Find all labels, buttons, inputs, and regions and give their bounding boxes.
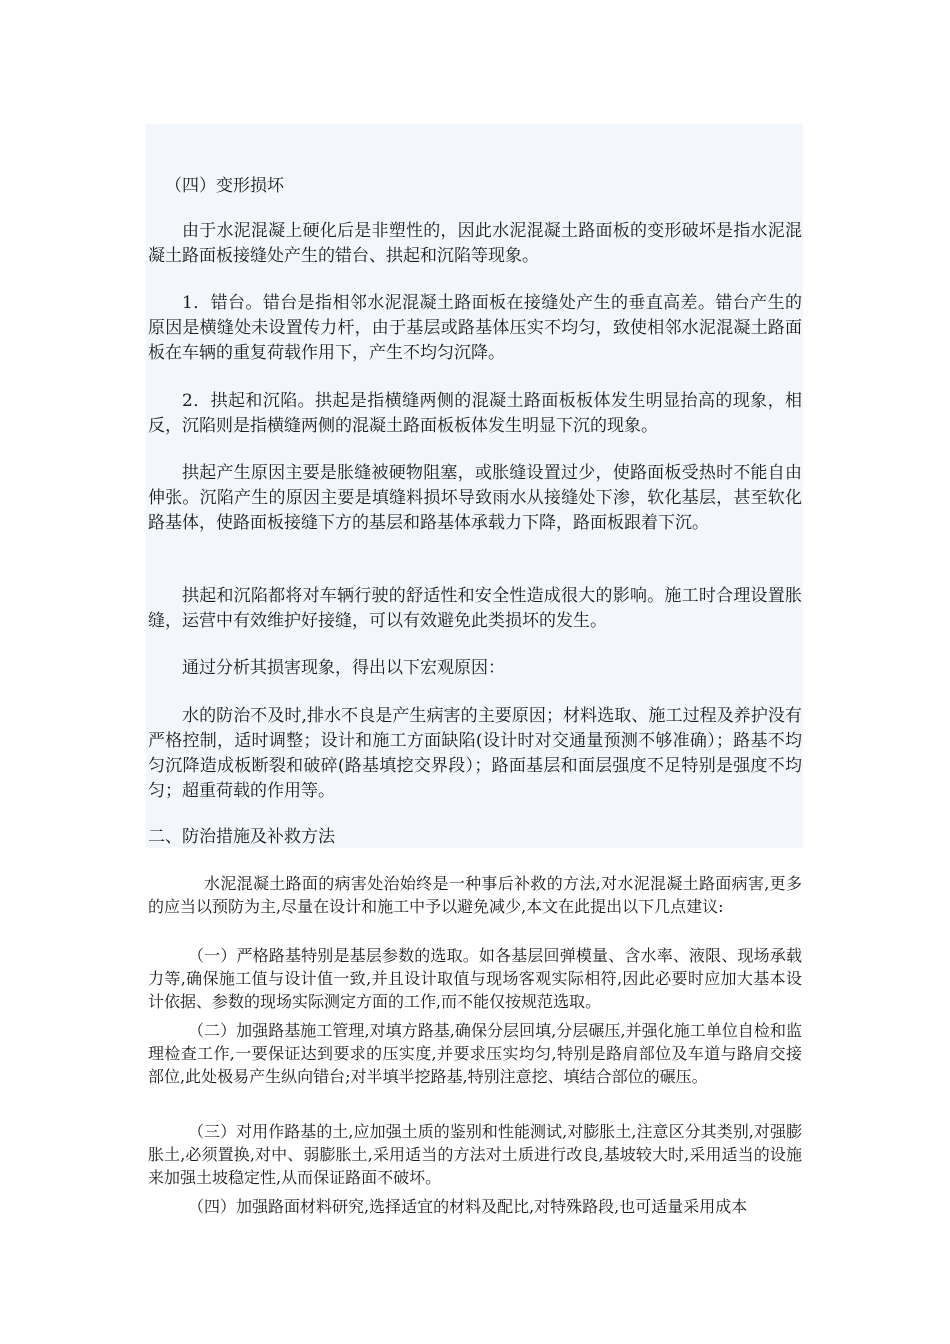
paragraph-item-2: 2．拱起和沉陷。拱起是指横缝两侧的混凝土路面板板体发生明显抬高的现象，相反，沉陷则是指横缝两侧的混凝土路面板板体发生明显下沉的现象。 [148,391,802,436]
paragraph-effect: 拱起和沉陷都将对车辆行驶的舒适性和安全性造成很大的影响。施工时合理设置胀缝，运营中有效维护好接缝，可以有效避免此类损坏的发生。 [148,586,802,631]
part-heading: 二、防治措施及补救方法 [148,827,335,847]
paragraph-part2-intro: 水泥混凝土路面的病害处治始终是一种事后补救的方法,对水泥混凝土路面病害,更多的应当以预防为主,尽量在设计和施工中予以避免减少,本文在此提出以下几点建议: [148,874,802,916]
paragraph-suggestion-1: （一）严格路基特别是基层参数的选取。如各基层回弹模量、含水率、液限、现场承载力等,确保施工值与设计值一致,并且设计取值与现场客观实际相符,因此必要时应加大基本设计依据、参数的现场实际测定方面的工作,而不能仅按规范选取。 [148,946,802,1011]
paragraph-analysis: 通过分析其损害现象，得出以下宏观原因： [182,658,505,678]
paragraph-reasons: 水的防治不及时,排水不良是产生病害的主要原因；材料选取、施工过程及养护没有严格控制，适时调整；设计和施工方面缺陷(设计时对交通量预测不够准确）；路基不均匀沉降造成板断裂和破碎(路基填挖交界段）；路面基层和面层强度不足特别是强度不均匀；超重荷载的作用等。 [148,706,802,801]
paragraph-suggestion-3: （三）对用作路基的土,应加强土质的鉴别和性能测试,对膨胀土,注意区分其类别,对强膨胀土,必须置换,对中、弱膨胀土,采用适当的方法对土质进行改良,基坡较大时,采用适当的设施来加强土坡稳定性,从而保证路面不破坏。 [148,1122,802,1187]
paragraph-intro: 由于水泥混凝上硬化后是非塑性的，因此水泥混凝土路面板的变形破坏是指水泥混凝土路面板接缝处产生的错台、拱起和沉陷等现象。 [148,221,802,266]
paragraph-item-1: 1．错台。错台是指相邻水泥混凝土路面板在接缝处产生的垂直高差。错台产生的原因是横缝处未设置传力杆，由于基层或路基体压实不均匀，致使相邻水泥混凝土路面板在车辆的重复荷载作用下，产生不均匀沉降。 [148,293,802,363]
section-heading: （四）变形损坏 [165,176,284,196]
paragraph-suggestion-4: （四）加强路面材料研究,选择适宜的材料及配比,对特殊路段,也可适量采用成本 [188,1197,748,1216]
paragraph-suggestion-2: （二）加强路基施工管理,对填方路基,确保分层回填,分层碾压,并强化施工单位自检和监理检查工作,一要保证达到要求的压实度,并要求压实均匀,特别是路肩部位及车道与路肩交接部位,此处极易产生纵向错台;对半填半挖路基,特别注意挖、填结合部位的碾压。 [148,1021,802,1086]
paragraph-cause: 拱起产生原因主要是胀缝被硬物阻塞，或胀缝设置过少，使路面板受热时不能自由伸张。沉陷产生的原因主要是填缝料损坏导致雨水从接缝处下渗，软化基层，甚至软化路基体，使路面板接缝下方的基层和路基体承载力下降，路面板跟着下沉。 [148,463,802,533]
